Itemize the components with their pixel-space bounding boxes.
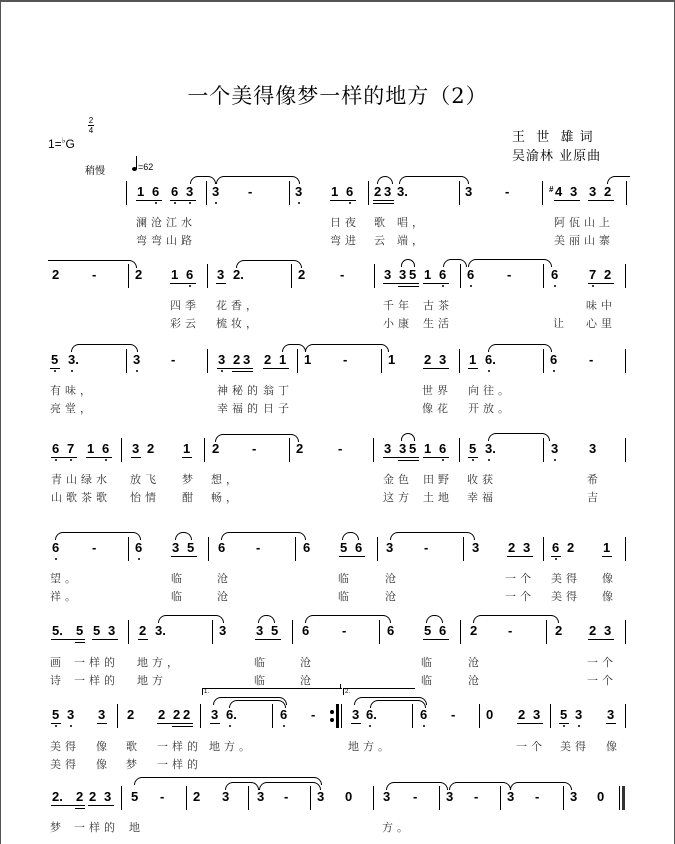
lyric: 一样的	[74, 674, 119, 687]
lyric: 让	[553, 317, 568, 330]
key-label: 1=	[48, 137, 62, 151]
lyric: 一样的	[74, 821, 119, 834]
lyric: 梦	[182, 473, 197, 486]
lyric: 一个	[587, 674, 617, 687]
lyric: 小康	[383, 317, 413, 330]
song-title: 一个美得像梦一样的地方（2）	[187, 84, 488, 108]
lyric: 歌	[126, 740, 141, 753]
lyric: 沧	[300, 674, 315, 687]
lyric: 酣	[182, 491, 197, 504]
lyric: 沧	[385, 590, 400, 603]
lyric: 土地	[423, 491, 453, 504]
lyric: 临	[338, 590, 353, 603]
key-signature	[48, 136, 75, 151]
lyric: 翁丁	[263, 384, 293, 397]
flat-icon: ♭	[61, 136, 66, 145]
lyric: 田野	[423, 473, 453, 486]
lyric: 祥。	[50, 590, 80, 603]
lyric: 像	[96, 740, 111, 753]
quarter-note-icon	[132, 167, 137, 171]
lyric: 临	[421, 656, 436, 669]
lyric: 临	[254, 674, 269, 687]
lyric: 沧	[385, 572, 400, 585]
lyric: 世界	[422, 384, 452, 397]
lyric: 地	[129, 821, 144, 834]
lyric: 一个	[587, 656, 617, 669]
lyric: 一样的	[157, 740, 202, 753]
lyric: 临	[338, 572, 353, 585]
lyric: 歌	[374, 216, 389, 229]
lyric: 山歌茶歌	[51, 491, 111, 504]
lyric: 方。	[382, 821, 412, 834]
lyric: 阿佤山上	[554, 216, 614, 229]
lyric: 沧	[217, 590, 232, 603]
lyric: 千年	[383, 299, 413, 312]
time-sig-top: 2	[88, 116, 94, 125]
lyric: 彩云	[170, 317, 200, 330]
time-sig-bottom: 4	[88, 126, 94, 135]
lyric: 想，	[211, 473, 241, 486]
lyric: 神秘的	[217, 384, 262, 397]
lyric: 美得	[551, 572, 581, 585]
lyric: 一样的	[74, 656, 119, 669]
lyric: 端，	[397, 234, 427, 247]
lyric: 临	[171, 590, 186, 603]
lyric: 幸福的	[217, 402, 262, 415]
lyric: 美得	[50, 758, 80, 771]
lyric: 收获	[467, 473, 497, 486]
lyric: 生活	[423, 317, 453, 330]
lyric: 地方	[137, 674, 167, 687]
lyric: 日夜	[330, 216, 360, 229]
lyric: 亮堂，	[50, 402, 95, 415]
lyric: 放飞	[130, 473, 160, 486]
lyric: 地方。	[348, 740, 393, 753]
lyric: 弯弯山路	[136, 234, 196, 247]
lyric: 像	[96, 758, 111, 771]
lyric: 一个	[505, 572, 535, 585]
lyric: 画	[50, 656, 65, 669]
volta-1: 1.	[202, 688, 342, 695]
key-note: G	[65, 137, 75, 151]
lyric: 像	[606, 740, 621, 753]
lyric: 这方	[383, 491, 413, 504]
tempo-text: 稍慢	[85, 166, 105, 177]
credits	[512, 128, 601, 166]
lyric: 望。	[50, 572, 80, 585]
lyric: 一个	[516, 740, 546, 753]
lyric: 味中	[586, 299, 616, 312]
lyric: 花香，	[216, 299, 261, 312]
lyric: 向往。	[468, 384, 513, 397]
composer: 吴渝林 业原曲	[512, 149, 602, 164]
lyric: 像花	[422, 402, 452, 415]
lyric: 畅，	[211, 491, 241, 504]
lyric: 云	[374, 234, 389, 247]
lyric: 沧	[468, 656, 483, 669]
lyric: 弯进	[330, 234, 360, 247]
lyric: 青山绿水	[51, 473, 111, 486]
lyric: 澜沧江水	[136, 216, 196, 229]
lyric: 像	[602, 572, 617, 585]
tempo-value: =62	[138, 162, 154, 172]
lyric: 日子	[263, 402, 293, 415]
lyric: 美丽山寨	[554, 234, 614, 247]
lyric: 像	[602, 590, 617, 603]
lyric: 梦	[50, 821, 65, 834]
lyric: 沧	[468, 674, 483, 687]
lyric: 地方，	[137, 656, 182, 669]
tempo-mark	[132, 162, 153, 172]
lyric: 四季	[170, 299, 200, 312]
lyric: 有味，	[50, 384, 95, 397]
lyric: 美得	[50, 740, 80, 753]
lyric: 一个	[505, 590, 535, 603]
lyric: 临	[171, 572, 186, 585]
lyric: 诗	[50, 674, 65, 687]
lyric: 临	[254, 656, 269, 669]
lyric: 心里	[586, 317, 616, 330]
lyric: 唱，	[397, 216, 427, 229]
lyric: 希	[587, 473, 602, 486]
lyric: 金色	[383, 473, 413, 486]
time-signature	[88, 116, 94, 135]
volta-2: 2.	[343, 688, 415, 695]
lyric: 怡情	[130, 491, 160, 504]
lyric: 梦	[126, 758, 141, 771]
lyric: 临	[421, 674, 436, 687]
lyric: 古茶	[423, 299, 453, 312]
lyric: 沧	[217, 572, 232, 585]
lyric: 梳妆，	[216, 317, 261, 330]
lyric: 幸福	[467, 491, 497, 504]
lyric: 美得	[551, 590, 581, 603]
lyric: 美得	[560, 740, 590, 753]
lyric: 沧	[300, 656, 315, 669]
lyricist: 王 世 雄 词	[512, 130, 594, 145]
lyric: 一样的	[157, 758, 202, 771]
lyric: 开放。	[468, 402, 513, 415]
lyric: 吉	[587, 491, 602, 504]
lyric: 地方。	[209, 740, 254, 753]
